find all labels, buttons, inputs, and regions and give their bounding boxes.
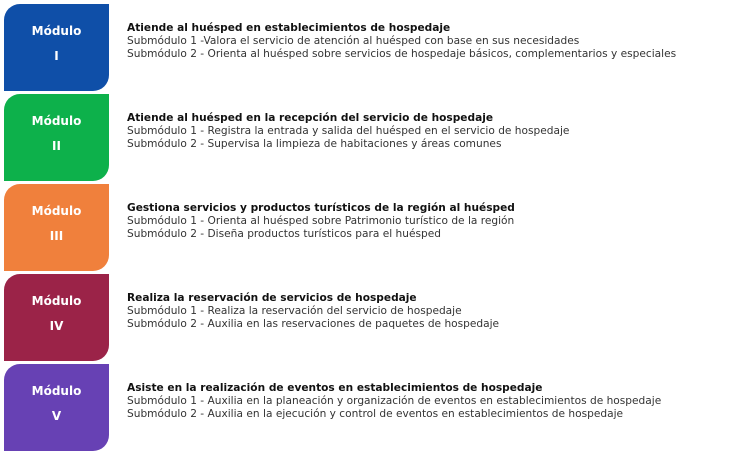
module-title: Atiende al huésped en la recepción del servicio de hospedaje [127, 112, 494, 124]
submodule-1: Submódulo 1 -Valora el servicio de atención al huésped con base en sus necesidades [127, 35, 580, 47]
module-text [127, 112, 569, 151]
module-5 [0, 364, 738, 451]
module-badge [4, 94, 109, 181]
module-numeral: III [49, 229, 64, 243]
submodule-1: Submódulo 1 - Registra la entrada y salida del huésped en el servicio de hospedaje [127, 125, 570, 137]
module-numeral: II [52, 139, 61, 153]
module-1 [0, 4, 738, 91]
module-numeral: V [51, 409, 62, 423]
module-numeral: IV [49, 319, 64, 333]
module-badge [4, 184, 109, 271]
module-4 [0, 274, 738, 361]
module-title: Gestiona servicios y productos turísticos de la región al huésped [127, 202, 515, 214]
module-label: Módulo [31, 204, 82, 218]
module-text [127, 292, 499, 331]
module-label: Módulo [31, 294, 82, 308]
module-text [127, 22, 676, 61]
module-label: Módulo [31, 114, 82, 128]
module-title: Atiende al huésped en establecimientos de hospedaje [127, 22, 451, 34]
submodule-1: Submódulo 1 - Orienta al huésped sobre Patrimonio turístico de la región [127, 215, 515, 227]
submodule-2: Submódulo 2 - Auxilia en la ejecución y control de eventos en establecimientos de hospedaje [127, 408, 624, 420]
submodule-2: Submódulo 2 - Diseña productos turísticos para el huésped [127, 228, 441, 240]
module-3 [0, 184, 738, 271]
module-badge [4, 364, 109, 451]
module-label: Módulo [31, 384, 82, 398]
module-2 [0, 94, 738, 181]
submodule-2: Submódulo 2 - Supervisa la limpieza de habitaciones y áreas comunes [127, 138, 502, 150]
submodule-1: Submódulo 1 - Realiza la reservación del servicio de hospedaje [127, 305, 462, 317]
module-badge [4, 4, 109, 91]
module-label: Módulo [31, 24, 82, 38]
module-badge [4, 274, 109, 361]
module-title: Realiza la reservación de servicios de hospedaje [127, 292, 417, 304]
module-text [127, 202, 515, 241]
module-title: Asiste en la realización de eventos en establecimientos de hospedaje [127, 382, 543, 394]
module-text [127, 382, 661, 421]
submodule-2: Submódulo 2 - Auxilia en las reservaciones de paquetes de hospedaje [127, 318, 500, 330]
submodule-2: Submódulo 2 - Orienta al huésped sobre servicios de hospedaje básicos, complementarios y especiales [127, 48, 677, 60]
module-numeral: I [54, 49, 59, 63]
submodule-1: Submódulo 1 - Auxilia en la planeación y organización de eventos en establecimientos de hospedaje [127, 395, 662, 407]
